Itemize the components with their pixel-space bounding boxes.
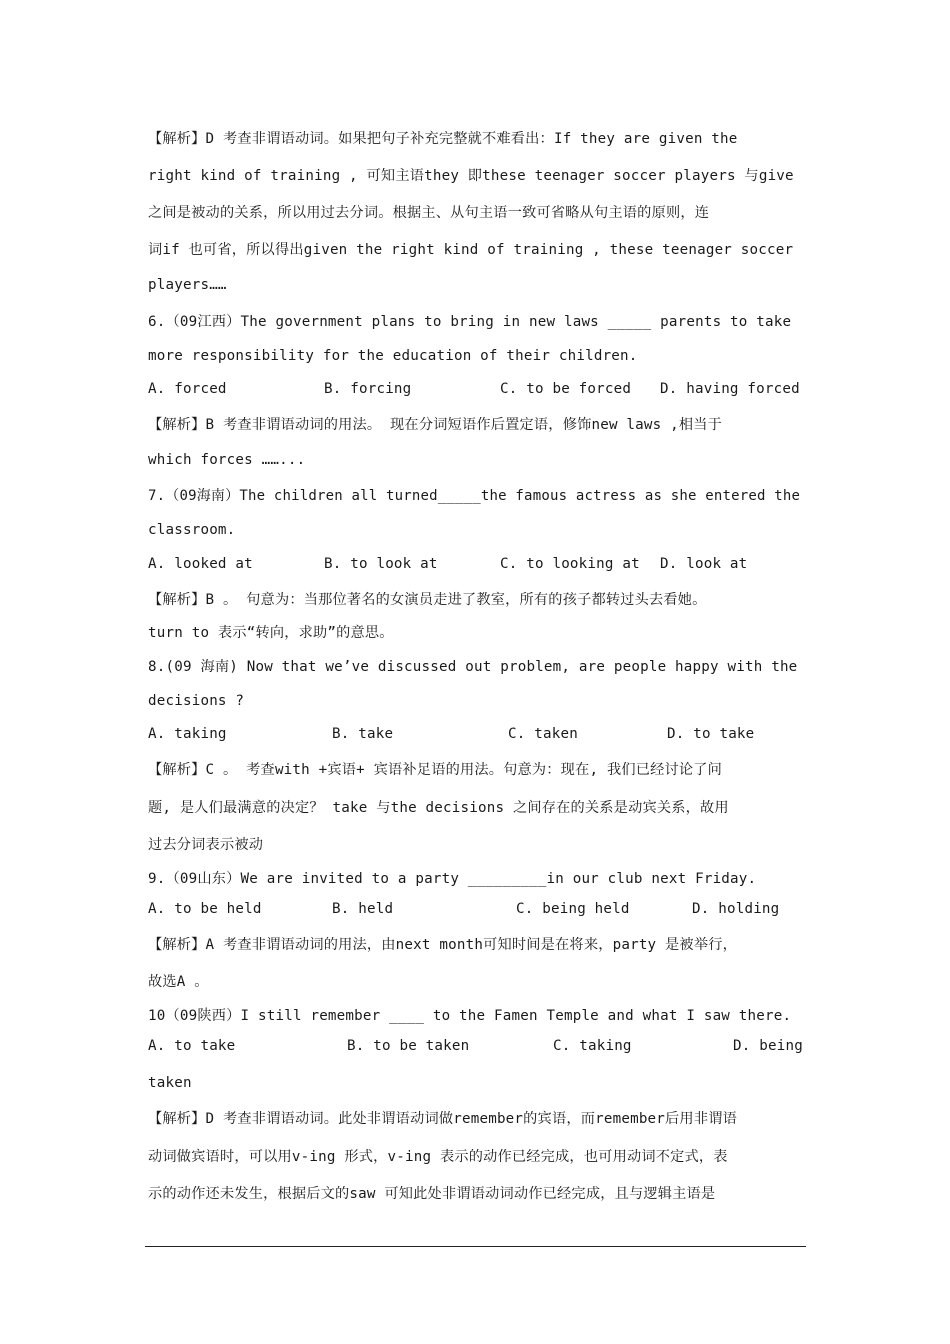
q8-analysis-line-1: 【解析】C 。 考查with +宾语+ 宾语补足语的用法。句意为：现在, 我们已经讨论了问 bbox=[148, 762, 723, 778]
q6-stem-line-2: more responsibility for the education of their children. bbox=[148, 348, 638, 364]
q6-analysis-line-2: which forces ……... bbox=[148, 452, 306, 468]
q5-analysis-line-2: right kind of training , 可知主语they 即these teenager soccer players 与give bbox=[148, 168, 794, 184]
q10-option-b: B. to be taken bbox=[347, 1038, 470, 1054]
q7-option-a: A. looked at bbox=[148, 556, 253, 572]
q9-analysis-line-1: 【解析】A 考查非谓语动词的用法，由next month可知时间是在将来，party 是被举行， bbox=[148, 937, 737, 953]
q10-analysis-line-3: 示的动作还未发生，根据后文的saw 可知此处非谓语动词动作已经完成，且与逻辑主语是 bbox=[148, 1186, 716, 1202]
q7-option-c: C. to looking at bbox=[500, 556, 640, 572]
q8-options bbox=[148, 726, 803, 742]
q5-analysis-line-5: players…… bbox=[148, 277, 227, 293]
q6-option-c: C. to be forced bbox=[500, 381, 632, 397]
footer-rule bbox=[145, 1246, 806, 1247]
q6-stem-line-1: 6.（09江西）The government plans to bring in new laws _____ parents to take bbox=[148, 314, 792, 330]
q7-options bbox=[148, 556, 803, 572]
q9-option-a: A. to be held bbox=[148, 901, 262, 917]
q10-analysis-line-2: 动词做宾语时，可以用v-ing 形式，v-ing 表示的动作已经完成，也可用动词不定式，表 bbox=[148, 1149, 728, 1165]
q5-analysis-line-1: 【解析】D 考查非谓语动词。如果把句子补充完整就不难看出：If they are given the bbox=[148, 131, 738, 147]
q8-option-c: C. taken bbox=[508, 726, 578, 742]
q6-options bbox=[148, 381, 803, 397]
q5-analysis-line-4: 词if 也可省，所以得出given the right kind of training , these teenager soccer bbox=[148, 242, 794, 258]
q10-option-c: C. taking bbox=[553, 1038, 632, 1054]
q9-options bbox=[148, 901, 803, 917]
q8-option-d: D. to take bbox=[667, 726, 755, 742]
q10-stem: 10（09陕西）I still remember ____ to the Famen Temple and what I saw there. bbox=[148, 1008, 792, 1024]
q9-option-d: D. holding bbox=[692, 901, 780, 917]
q7-option-b: B. to look at bbox=[324, 556, 438, 572]
q7-stem-line-2: classroom. bbox=[148, 522, 236, 538]
q7-analysis-line-2: turn to 表示“转向，求助”的意思。 bbox=[148, 625, 394, 641]
q8-option-a: A. taking bbox=[148, 726, 227, 742]
q5-analysis-line-3: 之间是被动的关系，所以用过去分词。根据主、从句主语一致可省略从句主语的原则，连 bbox=[148, 205, 710, 221]
q7-stem-line-1: 7.（09海南）The children all turned_____the famous actress as she entered the bbox=[148, 488, 801, 504]
q6-option-a: A. forced bbox=[148, 381, 227, 397]
q7-option-d: D. look at bbox=[660, 556, 748, 572]
q8-stem-line-2: decisions ? bbox=[148, 693, 245, 709]
q10-options-wrap: taken bbox=[148, 1075, 192, 1091]
q8-option-b: B. take bbox=[332, 726, 394, 742]
q7-analysis-line-1: 【解析】B 。 句意为：当那位著名的女演员走进了教室，所有的孩子都转过头去看她。 bbox=[148, 592, 707, 608]
q10-option-a: A. to take bbox=[148, 1038, 236, 1054]
q9-stem: 9.（09山东）We are invited to a party _________in our club next Friday. bbox=[148, 871, 757, 887]
q10-analysis-line-1: 【解析】D 考查非谓语动词。此处非谓语动词做remember的宾语，而remember后用非谓语 bbox=[148, 1111, 737, 1127]
q8-analysis-line-2: 题, 是人们最满意的决定？ take 与the decisions 之间存在的关系是动宾关系，故用 bbox=[148, 800, 729, 816]
q9-analysis-line-2: 故选A 。 bbox=[148, 974, 209, 990]
q6-option-b: B. forcing bbox=[324, 381, 412, 397]
q6-analysis-line-1: 【解析】B 考查非谓语动词的用法。 现在分词短语作后置定语，修饰new laws ,相当于 bbox=[148, 417, 723, 433]
q8-stem-line-1: 8.(09 海南) Now that we’ve discussed out problem, are people happy with the bbox=[148, 659, 798, 675]
q10-options bbox=[148, 1038, 803, 1054]
q9-option-b: B. held bbox=[332, 901, 394, 917]
q9-option-c: C. being held bbox=[516, 901, 630, 917]
q6-option-d: D. having forced bbox=[660, 381, 800, 397]
q8-analysis-line-3: 过去分词表示被动 bbox=[148, 837, 264, 853]
q10-option-d: D. being bbox=[733, 1038, 803, 1054]
